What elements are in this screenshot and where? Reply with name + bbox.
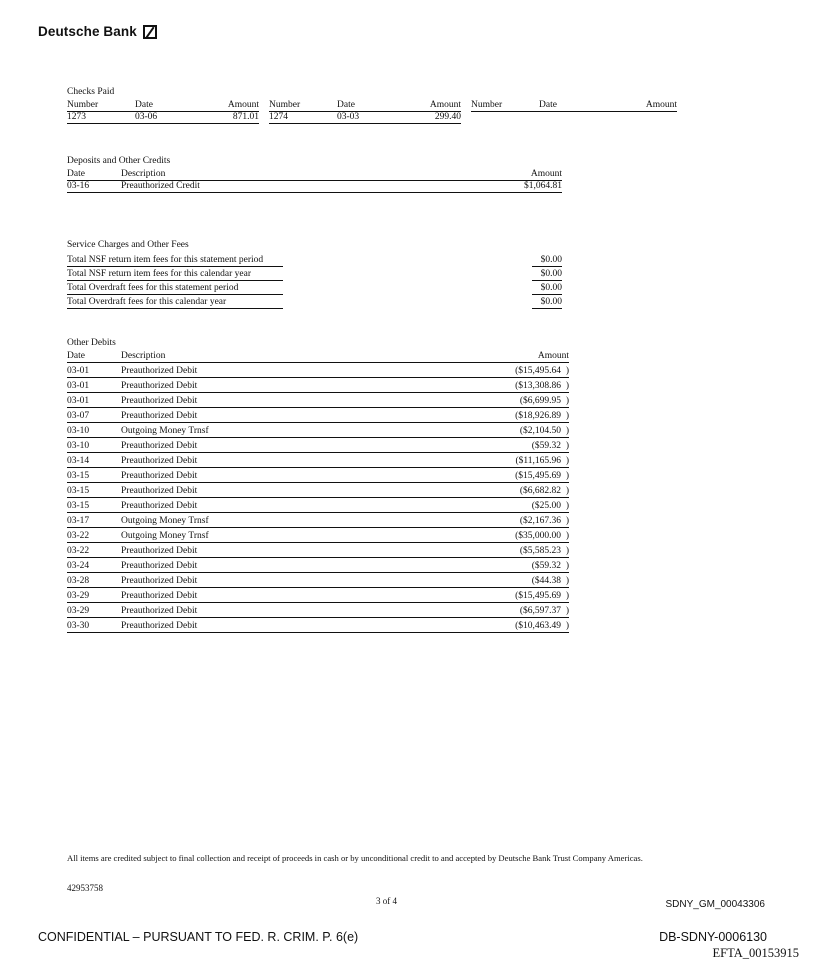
fee-label: Total Overdraft fees for this statement period [67, 283, 283, 295]
debit-description: Preauthorized Debit [121, 621, 198, 631]
debit-row [67, 603, 569, 618]
debit-date: 03-01 [67, 396, 90, 406]
deutsche-bank-logo-icon [143, 25, 157, 39]
debit-description: Preauthorized Debit [121, 606, 198, 616]
debit-date: 03-01 [67, 381, 90, 391]
header-description: Description [121, 169, 166, 179]
debit-amount-close-paren: ) [565, 606, 569, 616]
page-number: 3 of 4 [376, 896, 397, 906]
header-date: Date [67, 351, 85, 361]
check-header-group-1 [67, 100, 259, 112]
bates-number-secondary: DB-SDNY-0006130 [659, 930, 767, 944]
debit-row [67, 498, 569, 513]
debit-row [67, 423, 569, 438]
check-amount: 299.40 [434, 112, 461, 122]
debit-description: Preauthorized Debit [121, 441, 198, 451]
fee-row [67, 281, 562, 295]
debit-description: Preauthorized Debit [121, 486, 198, 496]
debit-date: 03-01 [67, 366, 90, 376]
check-amount: 871.01 [232, 112, 259, 122]
debit-row [67, 393, 569, 408]
debit-amount-close-paren: ) [565, 396, 569, 406]
debit-row [67, 468, 569, 483]
debits-header-row [67, 351, 569, 363]
debit-row [67, 453, 569, 468]
debit-amount: ($2,167.36 [519, 516, 561, 526]
debit-description: Preauthorized Debit [121, 576, 198, 586]
fee-amount: $0.00 [532, 297, 562, 309]
fee-label: Total NSF return item fees for this calendar year [67, 269, 283, 281]
header-number: Number [269, 100, 301, 110]
debit-amount-close-paren: ) [565, 576, 569, 586]
account-number: 42953758 [67, 883, 103, 893]
debit-description: Preauthorized Debit [121, 411, 198, 421]
debit-amount: ($13,308.86 [515, 381, 561, 391]
checks-data-row [67, 112, 687, 124]
header-amount: Amount [227, 100, 259, 110]
deposits-section [67, 156, 562, 193]
debit-amount: ($18,926.89 [515, 411, 561, 421]
check-header-group-2 [269, 100, 461, 112]
check-entry [269, 112, 461, 124]
debit-amount: ($6,597.37 [519, 606, 561, 616]
debit-amount: ($59.32 [531, 561, 561, 571]
debit-description: Preauthorized Debit [121, 501, 198, 511]
fee-amount: $0.00 [532, 255, 562, 267]
deposit-description: Preauthorized Credit [121, 181, 200, 191]
check-date: 03-03 [337, 112, 360, 122]
debit-amount-close-paren: ) [565, 591, 569, 601]
check-number: 1274 [269, 112, 288, 122]
debit-amount: ($2,104.50 [519, 426, 561, 436]
header-date: Date [337, 100, 355, 110]
debit-date: 03-15 [67, 471, 90, 481]
header-number: Number [471, 100, 503, 110]
debit-date: 03-15 [67, 501, 90, 511]
debit-amount: ($10,463.49 [515, 621, 561, 631]
header-date: Date [135, 100, 153, 110]
debit-amount-close-paren: ) [565, 441, 569, 451]
fee-row [67, 295, 562, 309]
debit-description: Preauthorized Debit [121, 381, 198, 391]
checks-paid-title: Checks Paid [67, 87, 115, 97]
debit-date: 03-30 [67, 621, 90, 631]
fee-row [67, 253, 562, 267]
debit-amount: ($5,585.23 [519, 546, 561, 556]
bank-name: Deutsche Bank [38, 24, 137, 39]
debit-amount: ($6,682.82 [519, 486, 561, 496]
debit-row [67, 408, 569, 423]
debit-description: Outgoing Money Trnsf [121, 516, 209, 526]
debit-date: 03-22 [67, 546, 90, 556]
debit-amount-close-paren: ) [565, 561, 569, 571]
debit-date: 03-29 [67, 606, 90, 616]
other-debits-section [67, 338, 569, 633]
debit-date: 03-15 [67, 486, 90, 496]
debit-date: 03-14 [67, 456, 90, 466]
debit-date: 03-28 [67, 576, 90, 586]
fee-amount: $0.00 [532, 283, 562, 295]
header-number: Number [67, 100, 99, 110]
header-date: Date [539, 100, 557, 110]
header-amount: Amount [530, 169, 562, 179]
debit-row [67, 558, 569, 573]
debit-amount: ($11,165.96 [515, 456, 561, 466]
debit-amount: ($15,495.64 [515, 366, 561, 376]
fee-label: Total NSF return item fees for this statement period [67, 255, 283, 267]
fee-row [67, 267, 562, 281]
debit-description: Preauthorized Debit [121, 366, 198, 376]
debit-amount: ($35,000.00 [515, 531, 561, 541]
debit-description: Preauthorized Debit [121, 456, 198, 466]
debit-amount-close-paren: ) [565, 531, 569, 541]
debit-amount: ($59.32 [531, 441, 561, 451]
debit-description: Preauthorized Debit [121, 396, 198, 406]
debit-amount-close-paren: ) [565, 546, 569, 556]
header-description: Description [121, 351, 166, 361]
debit-amount: ($15,495.69 [515, 471, 561, 481]
check-date: 03-06 [135, 112, 158, 122]
debit-date: 03-07 [67, 411, 90, 421]
debit-description: Preauthorized Debit [121, 591, 198, 601]
debit-date: 03-10 [67, 441, 90, 451]
header-amount: Amount [429, 100, 461, 110]
debit-date: 03-17 [67, 516, 90, 526]
debit-amount: ($15,495.69 [515, 591, 561, 601]
debit-row [67, 543, 569, 558]
debit-rows [67, 363, 569, 633]
debit-row [67, 573, 569, 588]
confidential-notice: CONFIDENTIAL – PURSUANT TO FED. R. CRIM. P. 6(e) [38, 930, 359, 944]
debit-description: Preauthorized Debit [121, 471, 198, 481]
debit-amount-close-paren: ) [565, 366, 569, 376]
debit-row [67, 618, 569, 633]
bates-number-primary: SDNY_GM_00043306 [665, 899, 765, 910]
header-amount: Amount [645, 100, 677, 110]
footer-note: All items are credited subject to final collection and receipt of proceeds in cash or by unconditional credit to and accepted by Deutsche Bank Trust Company Americas. [67, 853, 643, 863]
fee-label: Total Overdraft fees for this calendar year [67, 297, 283, 309]
check-header-group-3 [471, 100, 677, 112]
debit-amount: ($44.38 [531, 576, 561, 586]
debit-row [67, 483, 569, 498]
efta-number: EFTA_00153915 [712, 946, 799, 960]
debit-date: 03-22 [67, 531, 90, 541]
debit-row [67, 363, 569, 378]
debit-row [67, 588, 569, 603]
debit-row [67, 513, 569, 528]
fees-title: Service Charges and Other Fees [67, 240, 189, 250]
debit-amount: ($6,699.95 [519, 396, 561, 406]
check-entry [67, 112, 259, 124]
debit-amount-close-paren: ) [565, 621, 569, 631]
debit-amount-close-paren: ) [565, 411, 569, 421]
debit-date: 03-24 [67, 561, 90, 571]
debit-description: Preauthorized Debit [121, 546, 198, 556]
deposits-header-row [67, 169, 562, 181]
deposit-row [67, 181, 562, 193]
fee-amount: $0.00 [532, 269, 562, 281]
debit-date: 03-10 [67, 426, 90, 436]
check-number: 1273 [67, 112, 86, 122]
debit-amount-close-paren: ) [565, 381, 569, 391]
debit-date: 03-29 [67, 591, 90, 601]
debit-description: Preauthorized Debit [121, 561, 198, 571]
deposits-title: Deposits and Other Credits [67, 156, 171, 166]
checks-header-row [67, 100, 687, 112]
debit-description: Outgoing Money Trnsf [121, 531, 209, 541]
debit-description: Outgoing Money Trnsf [121, 426, 209, 436]
debit-amount-close-paren: ) [565, 456, 569, 466]
fees-section [67, 240, 562, 309]
bank-brand [38, 24, 157, 39]
debit-amount-close-paren: ) [565, 516, 569, 526]
deposit-amount: $1,064.81 [524, 181, 562, 191]
header-date: Date [67, 169, 85, 179]
header-amount: Amount [537, 351, 569, 361]
debit-amount-close-paren: ) [565, 501, 569, 511]
debit-amount-close-paren: ) [565, 471, 569, 481]
debits-title: Other Debits [67, 338, 116, 348]
debit-amount: ($25.00 [531, 501, 561, 511]
debit-row [67, 378, 569, 393]
debit-amount-close-paren: ) [565, 426, 569, 436]
debit-amount-close-paren: ) [565, 486, 569, 496]
checks-paid-section [67, 87, 687, 124]
debit-row [67, 528, 569, 543]
debit-row [67, 438, 569, 453]
deposit-date: 03-16 [67, 181, 90, 191]
